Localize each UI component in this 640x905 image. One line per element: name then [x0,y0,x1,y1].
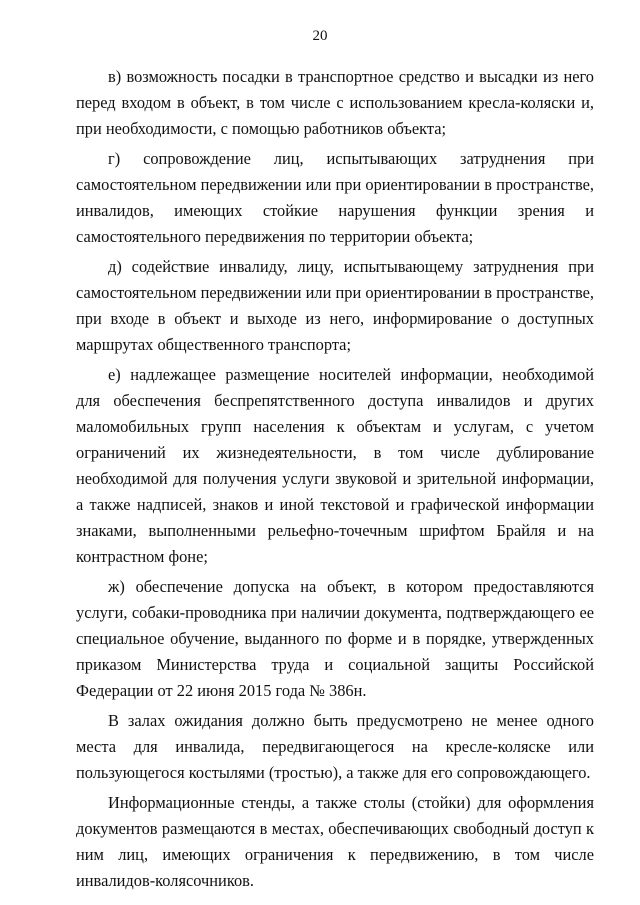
document-body [76,64,594,898]
page-number: 20 [312,28,328,44]
paragraph-waiting-halls: В залах ожидания должно быть предусмотрено не менее одного места для инвалида, передвигающегося на кресле-коляске или пользующегося костылями (тростью), а также для его сопровождающего. [76,711,594,782]
paragraph-item-v: в) возможность посадки в транспортное средство и высадки из него перед входом в объект, в том числе с использованием кресла-коляски и, при необходимости, с помощью работников объекта; [76,67,594,138]
paragraph-item-zh: ж) обеспечение допуска на объект, в котором предоставляются услуги, собаки-проводника при наличии документа, подтверждающего ее специальное обучение, выданного по форме и в порядке, утвержденных приказом Министерства труда и социальной защиты Российской Федерации от 22 июня 2015 года № 386н. [76,577,594,700]
paragraph-item-e: е) надлежащее размещение носителей информации, необходимой для обеспечения беспрепятственного доступа инвалидов и других маломобильных групп населения к объектам и услугам, с учетом ограничений их жизнедеятельности, в том числе дублирование необходимой для получения услуги звуковой и зрительной информации, а также надписей, знаков и иной текстовой и графической информации знаками, выполненными рельефно-точечным шрифтом Брайля и на контрастном фоне; [76,365,594,566]
paragraph-item-d: д) содействие инвалиду, лицу, испытывающему затруднения при самостоятельном передвижении или при ориентировании в пространстве, при входе в объект и выходе из него, информирование о доступных маршрутах общественного транспорта; [76,257,594,354]
paragraph-item-g: г) сопровождение лиц, испытывающих затруднения при самостоятельном передвижении или при ориентировании в пространстве, инвалидов, имеющих стойкие нарушения функции зрения и самостоятельного передвижения по территории объекта; [76,149,594,246]
paragraph-info-stands: Информационные стенды, а также столы (стойки) для оформления документов размещаются в местах, обеспечивающих свободный доступ к ним лиц, имеющих ограничения к передвижению, в том числе инвалидов-колясочников. [76,793,594,890]
